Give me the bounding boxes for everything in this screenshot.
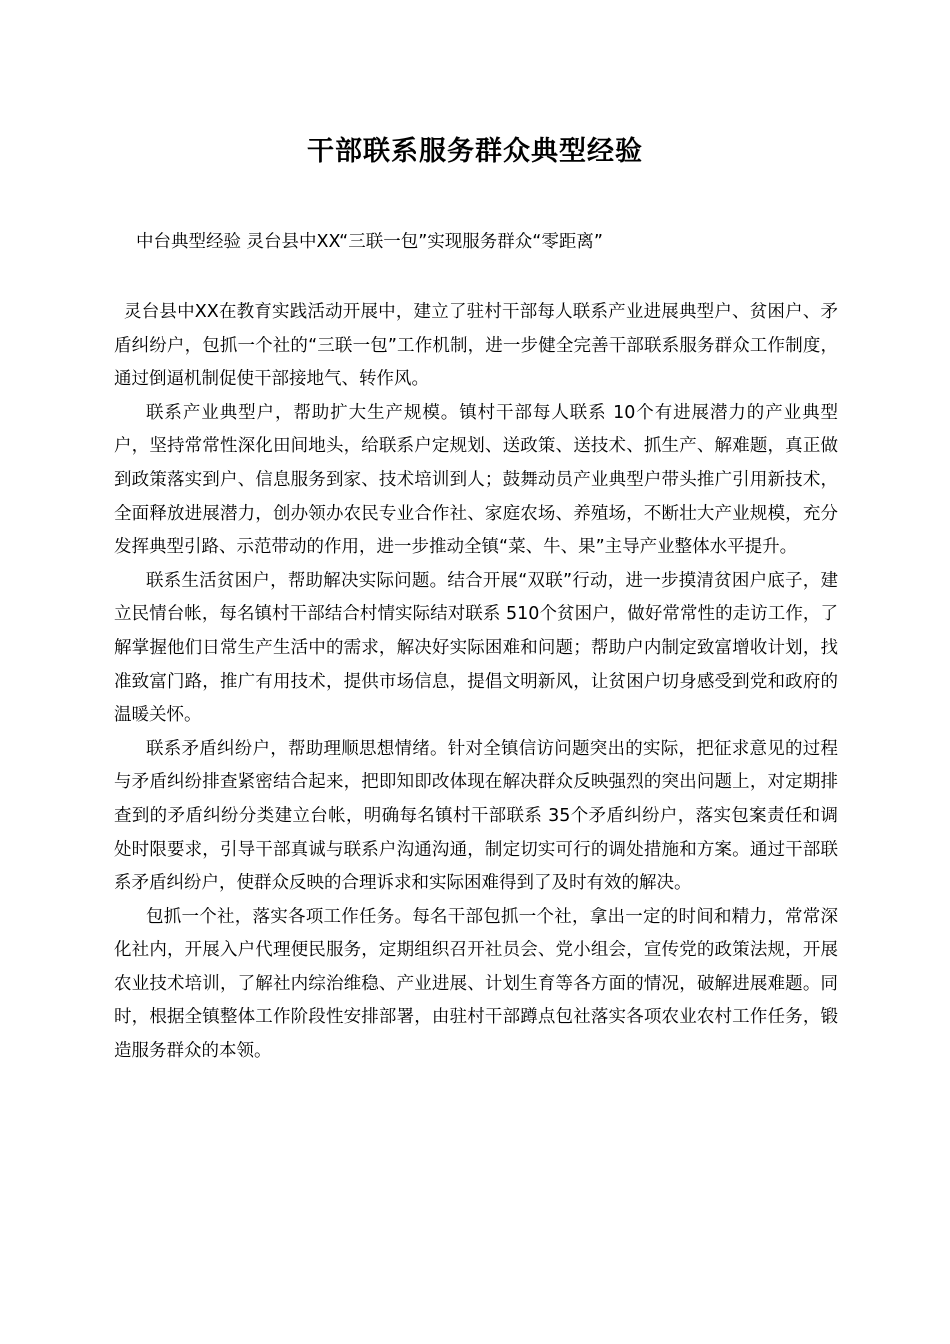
document-subtitle: 中台典型经验 灵台县中XX“三联一包”实现服务群众“零距离” (136, 232, 603, 252)
paragraph-industry-households: 联系产业典型户，帮助扩大生产规模。镇村干部每人联系 10个有进展潜力的产业典型户，坚持常常性深化田间地头，给联系户定规划、送政策、送技术、抓生产、解难题，真正做到政策落实到户、信息服务到家、技术培训到人；鼓舞动员产业典型户带头推广引用新技术，全面释放进展潜力，创办领办农民专业合作社、家庭农场、养殖场，不断壮大产业规模，充分发挥典型引路、示范带动的作用，进一步推动全镇“菜、牛、果”主导产业整体水平提升。 (114, 402, 838, 558)
paragraph-intro: 灵台县中XX在教育实践活动开展中，建立了驻村干部每人联系产业进展典型户、贫困户、矛盾纠纷户，包抓一个社的“三联一包”工作机制，进一步健全完善干部联系服务群众工作制度，通过倒逼机制促使干部接地气、转作风。 (114, 302, 838, 390)
paragraph-poor-households: 联系生活贫困户，帮助解决实际问题。结合开展“双联”行动，进一步摸清贫困户底子，建立民情台帐，每名镇村干部结合村情实际结对联系 510个贫困户，做好常常性的走访工作，了解掌握他们日常生产生活中的需求，解决好实际困难和问题；帮助户内制定致富增收计划，找准致富门路，推广有用技术，提供市场信息，提倡文明新风，让贫困户切身感受到党和政府的温暖关怀。 (114, 570, 838, 726)
document-body (114, 296, 838, 1069)
document-title: 干部联系服务群众典型经验 (307, 136, 643, 167)
paragraph-community-tasks: 包抓一个社，落实各项工作任务。每名干部包抓一个社，拿出一定的时间和精力，常常深化社内，开展入户代理便民服务，定期组织召开社员会、党小组会，宣传党的政策法规，开展农业技术培训，了解社内综治维稳、产业进展、计划生育等各方面的情况，破解进展难题。同时，根据全镇整体工作阶段性安排部署，由驻村干部蹲点包社落实各项农业农村工作任务，锻造服务群众的本领。 (114, 906, 838, 1062)
paragraph-dispute-households: 联系矛盾纠纷户，帮助理顺思想情绪。针对全镇信访问题突出的实际，把征求意见的过程与矛盾纠纷排查紧密结合起来，把即知即改体现在解决群众反映强烈的突出问题上，对定期排查到的矛盾纠纷分类建立台帐，明确每名镇村干部联系 35个矛盾纠纷户，落实包案责任和调处时限要求，引导干部真诚与联系户沟通沟通，制定切实可行的调处措施和方案。通过干部联系矛盾纠纷户，使群众反映的合理诉求和实际困难得到了及时有效的解决。 (114, 738, 838, 894)
